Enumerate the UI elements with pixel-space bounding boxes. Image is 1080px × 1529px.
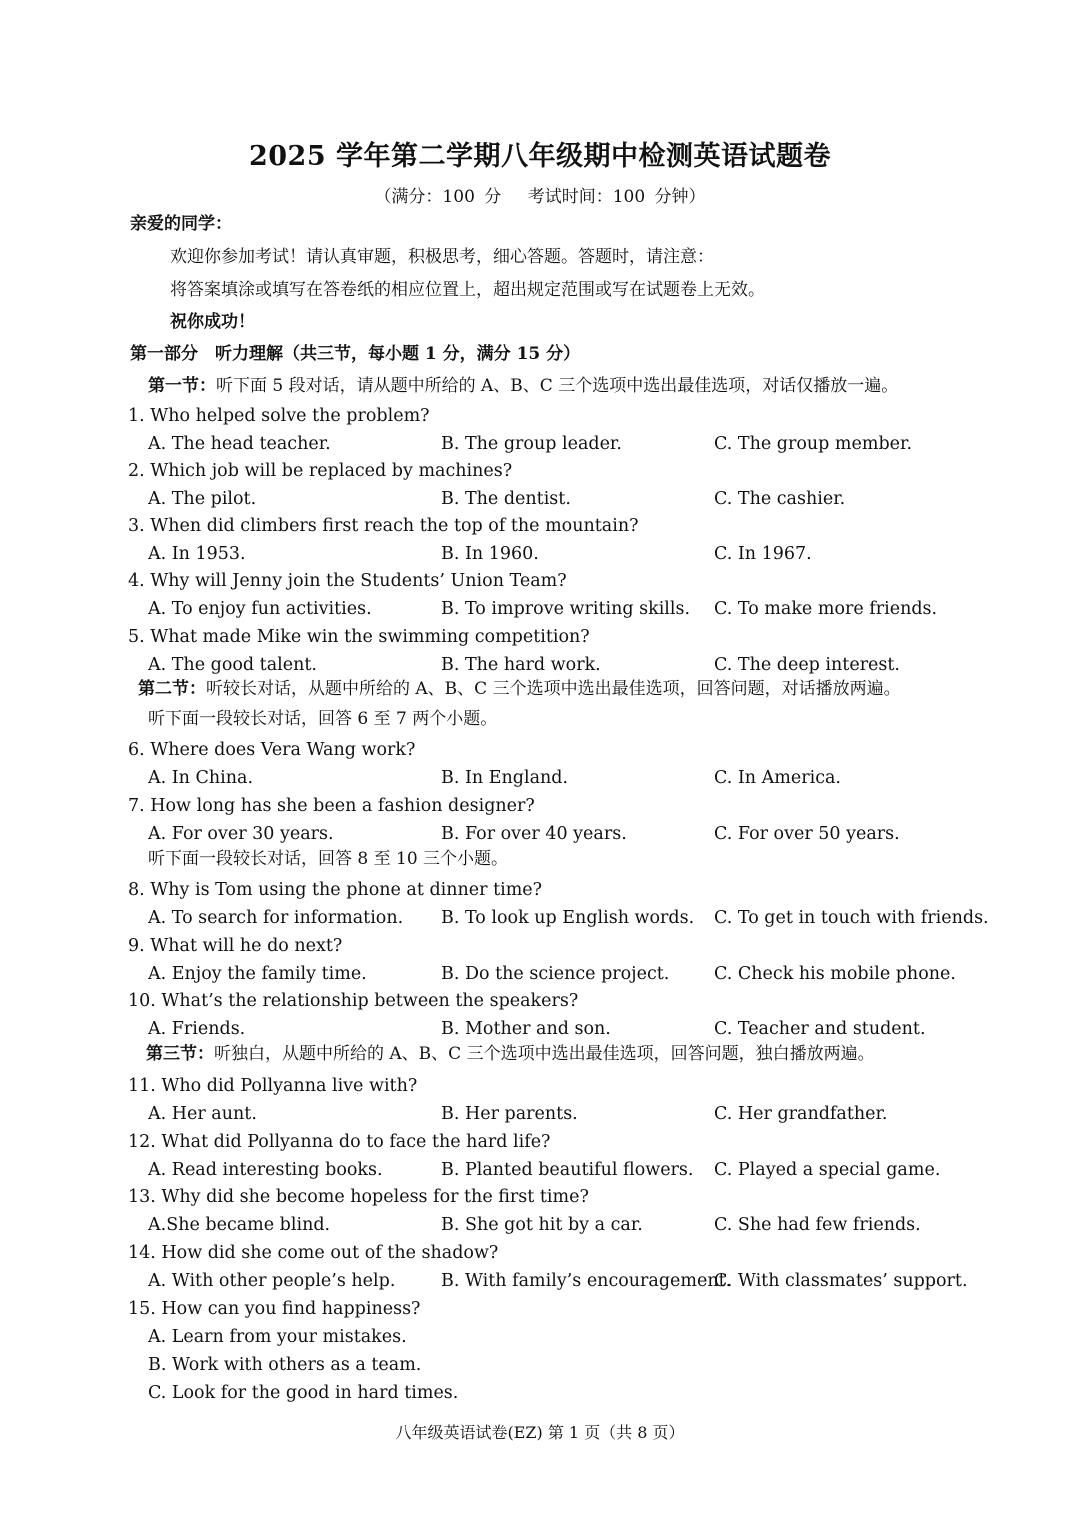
option-a: A. The head teacher. (148, 434, 331, 454)
option-b: B. Planted beautiful flowers. (441, 1160, 694, 1180)
option-b: B. Mother and son. (441, 1019, 611, 1039)
option-b: B. To improve writing skills. (441, 599, 691, 619)
option-c: C. The cashier. (714, 489, 846, 509)
option-a: A. Enjoy the family time. (148, 964, 367, 984)
part-1-heading: 第一部分 听力理解（共三节，每小题 1 分，满分 15 分） (130, 344, 581, 364)
option-b: B. To look up English words. (441, 908, 695, 928)
section-label: 第一节： (148, 376, 216, 396)
exam-info: （满分：100 分 考试时间：100 分钟） (374, 187, 706, 207)
option-a: A. To search for information. (148, 908, 404, 928)
question-stem: 9. What will he do next? (128, 936, 343, 956)
question-stem: 15. How can you find happiness? (128, 1299, 421, 1319)
question-stem: 2. Which job will be replaced by machines? (128, 461, 513, 481)
option-c: C. To make more friends. (714, 599, 938, 619)
section-text: 听较长对话，从题中所给的 A、B、C 三个选项中选出最佳选项，回答问题，对话播放两遍。 (206, 679, 901, 699)
option-c: C. Her grandfather. (714, 1104, 888, 1124)
section-label: 第二节： (138, 679, 206, 699)
option-a: A.She became blind. (148, 1215, 331, 1235)
option-b: B. The group leader. (441, 434, 622, 454)
option-c: C. Check his mobile phone. (714, 964, 956, 984)
section-text: 听下面 5 段对话，请从题中所给的 A、B、C 三个选项中选出最佳选项，对话仅播放一遍。 (216, 376, 899, 396)
option-a: A. Her aunt. (148, 1104, 257, 1124)
question-stem: 13. Why did she become hopeless for the first time? (128, 1187, 589, 1207)
option-a: A. For over 30 years. (148, 824, 334, 844)
option-c: C. Look for the good in hard times. (148, 1383, 459, 1403)
section-text: 听独白，从题中所给的 A、B、C 三个选项中选出最佳选项，回答问题，独白播放两遍。 (214, 1044, 875, 1064)
option-a: A. To enjoy fun activities. (148, 599, 372, 619)
question-stem: 10. What’s the relationship between the speakers? (128, 991, 579, 1011)
option-c: C. To get in touch with friends. (714, 908, 989, 928)
option-b: B. Do the science project. (441, 964, 670, 984)
question-stem: 6. Where does Vera Wang work? (128, 740, 416, 760)
question-stem: 7. How long has she been a fashion designer? (128, 796, 535, 816)
section-3-instruction (146, 1046, 875, 1063)
question-stem: 1. Who helped solve the problem? (128, 406, 430, 426)
option-c: C. She had few friends. (714, 1215, 921, 1235)
question-stem: 12. What did Pollyanna do to face the hard life? (128, 1132, 551, 1152)
option-b: B. Work with others as a team. (148, 1355, 422, 1375)
option-c: C. The deep interest. (714, 655, 900, 675)
dialogue-group-instruction: 听下面一段较长对话，回答 8 至 10 三个小题。 (148, 849, 509, 869)
dialogue-group-instruction: 听下面一段较长对话，回答 6 至 7 两个小题。 (148, 709, 498, 729)
option-a: A. In China. (148, 768, 254, 788)
option-a: A. Read interesting books. (148, 1160, 383, 1180)
option-a: A. In 1953. (148, 544, 246, 564)
question-stem: 4. Why will Jenny join the Students’ Union Team? (128, 571, 567, 591)
option-a: A. Friends. (148, 1019, 246, 1039)
page-footer: 八年级英语试卷(EZ) 第 1 页（共 8 页） (395, 1423, 685, 1442)
question-stem: 3. When did climbers first reach the top of the mountain? (128, 516, 639, 536)
intro-line-1: 欢迎你参加考试！请认真审题，积极思考，细心答题。答题时，请注意： (170, 247, 714, 267)
option-b: B. In England. (441, 768, 569, 788)
option-b: B. With family’s encouragement. (441, 1271, 732, 1291)
option-c: C. In 1967. (714, 544, 812, 564)
intro-line-3: 祝你成功！ (170, 312, 255, 332)
question-stem: 5. What made Mike win the swimming competition? (128, 627, 590, 647)
intro-line-2: 将答案填涂或填写在答卷纸的相应位置上，超出规定范围或写在试题卷上无效。 (170, 280, 765, 300)
option-c: C. Teacher and student. (714, 1019, 926, 1039)
page-title: 2025 学年第二学期八年级期中检测英语试题卷 (248, 141, 832, 172)
option-a: A. The good talent. (148, 655, 317, 675)
option-b: B. For over 40 years. (441, 824, 627, 844)
option-a: A. The pilot. (148, 489, 257, 509)
question-stem: 11. Who did Pollyanna live with? (128, 1076, 418, 1096)
option-c: C. With classmates’ support. (714, 1271, 968, 1291)
section-1-instruction (148, 378, 898, 395)
question-stem: 8. Why is Tom using the phone at dinner time? (128, 880, 543, 900)
section-2-instruction (138, 681, 901, 698)
option-a: A. With other people’s help. (148, 1271, 396, 1291)
option-b: B. The dentist. (441, 489, 571, 509)
option-b: B. Her parents. (441, 1104, 578, 1124)
option-c: C. For over 50 years. (714, 824, 900, 844)
question-stem: 14. How did she come out of the shadow? (128, 1243, 499, 1263)
option-c: C. Played a special game. (714, 1160, 941, 1180)
option-b: B. The hard work. (441, 655, 601, 675)
option-a: A. Learn from your mistakes. (148, 1327, 407, 1347)
greeting: 亲爱的同学： (130, 214, 232, 234)
option-b: B. In 1960. (441, 544, 539, 564)
option-c: C. In America. (714, 768, 841, 788)
section-label: 第三节： (146, 1044, 214, 1064)
option-b: B. She got hit by a car. (441, 1215, 643, 1235)
option-c: C. The group member. (714, 434, 913, 454)
